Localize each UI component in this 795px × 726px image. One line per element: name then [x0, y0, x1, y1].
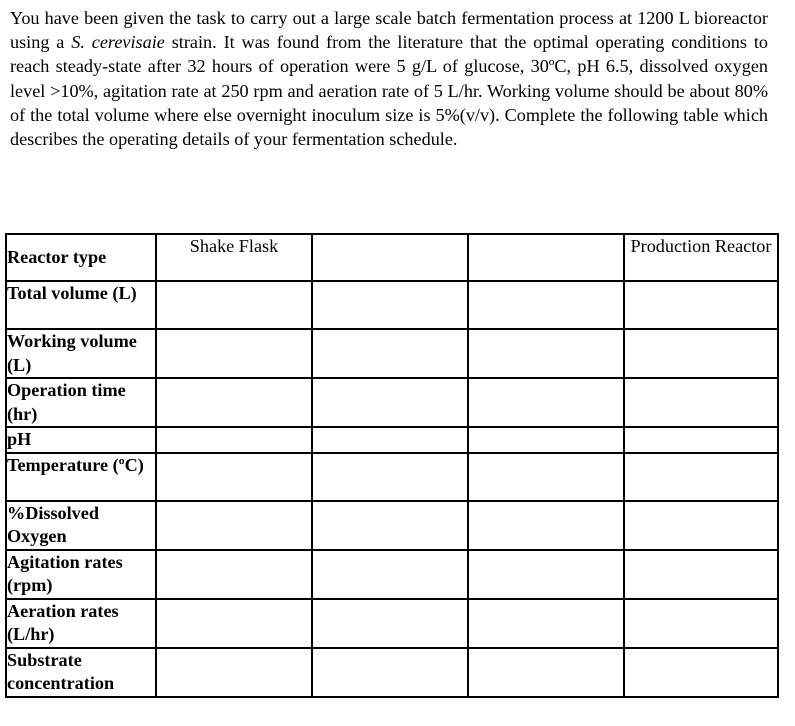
- table-row: [6, 329, 778, 378]
- row-label-temperature: Temperature (ºC): [6, 453, 156, 501]
- cell-input[interactable]: [312, 453, 468, 501]
- table-row: [6, 599, 778, 648]
- header-shake-flask: Shake Flask: [156, 234, 312, 281]
- cell-input[interactable]: [312, 599, 468, 648]
- cell-input[interactable]: [312, 378, 468, 427]
- row-label-aeration-rates: Aeration rates (L/hr): [6, 599, 156, 648]
- task-text-end: strain. It was found from the literature that the optimal operating conditions to reach steady-state after 32 hours of operation were 5 g/L of glucose, 30ºC, pH 6.5, dissolved oxygen level >10%, agitation rate at 250 rpm and aeration rate of 5 L/hr. Working volume should be about 80% of the total volume where else overnight inoculum size is 5%(v/v). Complete the following table which describes the operating details of your fermentation schedule.: [10, 32, 769, 150]
- header-stage-3: [468, 234, 624, 281]
- cell-input[interactable]: [624, 501, 778, 550]
- cell-input[interactable]: [624, 329, 778, 378]
- fermentation-schedule-table: [5, 233, 779, 698]
- table-row: [6, 453, 778, 501]
- cell-input[interactable]: [312, 550, 468, 599]
- cell-input[interactable]: [312, 648, 468, 697]
- header-production-reactor: Production Reactor: [624, 234, 778, 281]
- strain-name: S. cerevisaie: [71, 32, 165, 53]
- cell-input[interactable]: [468, 453, 624, 501]
- table-row: [6, 427, 778, 453]
- cell-input[interactable]: [312, 427, 468, 453]
- row-label-substrate-concentration: Substrate concentration: [6, 648, 156, 697]
- cell-input[interactable]: [156, 329, 312, 378]
- row-label-dissolved-oxygen: %Dissolved Oxygen: [6, 501, 156, 550]
- cell-input[interactable]: [468, 329, 624, 378]
- row-label-agitation-rates: Agitation rates (rpm): [6, 550, 156, 599]
- task-text-start: You have been given the task to carry out a large scale batch fermentation process at 1200 L bioreactor using a: [10, 8, 768, 53]
- cell-input[interactable]: [468, 550, 624, 599]
- cell-input[interactable]: [156, 501, 312, 550]
- cell-input[interactable]: [156, 599, 312, 648]
- header-stage-2: [312, 234, 468, 281]
- row-label-operation-time: Operation time (hr): [6, 378, 156, 427]
- row-label-working-volume: Working volume (L): [6, 329, 156, 378]
- cell-input[interactable]: [468, 501, 624, 550]
- table-row: [6, 378, 778, 427]
- header-reactor-type: Reactor type: [6, 234, 156, 281]
- cell-input[interactable]: [156, 453, 312, 501]
- cell-input[interactable]: [312, 501, 468, 550]
- table-row: [6, 550, 778, 599]
- cell-input[interactable]: [624, 648, 778, 697]
- cell-input[interactable]: [624, 427, 778, 453]
- cell-input[interactable]: [468, 648, 624, 697]
- row-label-total-volume: Total volume (L): [6, 281, 156, 329]
- cell-input[interactable]: [312, 281, 468, 329]
- cell-input[interactable]: [624, 599, 778, 648]
- cell-input[interactable]: [468, 427, 624, 453]
- cell-input[interactable]: [468, 599, 624, 648]
- cell-input[interactable]: [156, 378, 312, 427]
- table-row: [6, 281, 778, 329]
- cell-input[interactable]: [156, 648, 312, 697]
- cell-input[interactable]: [156, 427, 312, 453]
- table-row: [6, 501, 778, 550]
- cell-input[interactable]: [468, 281, 624, 329]
- table-row: [6, 648, 778, 697]
- row-label-ph: pH: [6, 427, 156, 453]
- task-description: [10, 6, 768, 151]
- cell-input[interactable]: [624, 453, 778, 501]
- cell-input[interactable]: [624, 281, 778, 329]
- cell-input[interactable]: [156, 550, 312, 599]
- cell-input[interactable]: [312, 329, 468, 378]
- cell-input[interactable]: [468, 378, 624, 427]
- table-header-row: [6, 234, 778, 281]
- cell-input[interactable]: [624, 550, 778, 599]
- cell-input[interactable]: [624, 378, 778, 427]
- cell-input[interactable]: [156, 281, 312, 329]
